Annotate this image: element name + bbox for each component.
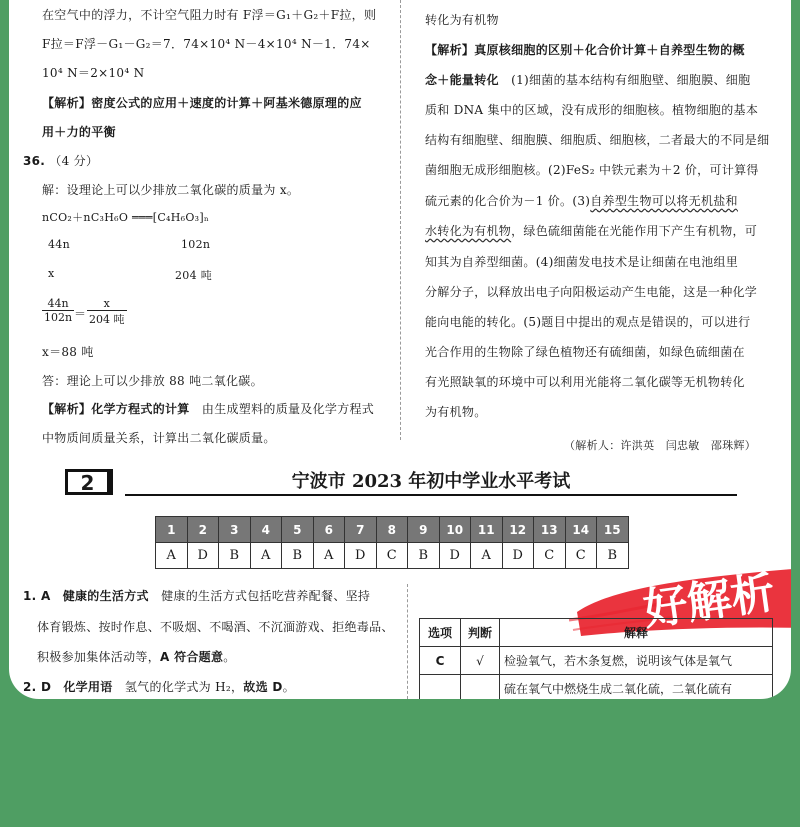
answer-letter-row [156,543,629,569]
text-span: 积极参加集体活动等， [37,650,161,664]
answer-number-cell: 14 [565,517,597,543]
analysis-block [42,94,362,111]
text-line: 为有机物。 [425,405,487,419]
question-1 [23,587,370,604]
cell-explanation: 检验氧气，若木条复燃，说明该气体是氧气 [500,647,773,675]
table-row [420,647,773,675]
section-header [65,469,737,497]
equals-sign: ＝ [74,307,87,321]
answer-letter-cell: D [502,543,534,569]
solution-intro: 解：设理论上可以少排放二氧化碳的质量为 x。 [42,183,300,197]
analysis-topic: 密度公式的应用＋速度的计算＋阿基米德原理的应 [91,96,362,110]
conclusion: A 符合题意 [160,650,224,664]
answer-number-cell: 7 [345,517,377,543]
section-title: 宁波市 2023 年初中学业水平考试 [291,471,571,492]
text-line: 菌细胞无成形细胞核。(2)FeS₂ 中铁元素为＋2 价，可计算得 [425,163,759,177]
answer-number-cell: 3 [219,517,251,543]
header-explanation: 解释 [500,619,773,647]
answer-number-cell: 15 [597,517,629,543]
text-line: 质和 DNA 集中的区域，没有成形的细胞核。植物细胞的基本 [425,103,759,117]
analyst-credit: （解析人：许洪英 闫忠敏 邵珠辉） [564,439,757,452]
analysis-tag: 【解析】 [42,96,92,110]
text-line: 在空气中的浮力，不计空气阻力时有 F浮＝G₁＋G₂＋F拉，则 [42,8,377,22]
text-line: 能向电能的转化。(5)题目中提出的观点是错误的，可以进行 [425,315,751,329]
judgement-table [419,618,773,699]
cell-explanation: 硫在氧气中燃烧生成二氧化硫，二氧化硫有 [500,675,773,700]
cell-option: C [420,647,461,675]
answer-letter-cell: A [471,543,503,569]
answer-letter-cell: C [534,543,566,569]
answer-letter-cell: D [439,543,471,569]
answer-letter-cell: A [156,543,188,569]
answer-number-cell: 4 [250,517,282,543]
cell-option [420,675,461,700]
cell-judgement [461,675,500,700]
answer-number-cell: 5 [282,517,314,543]
question-36-header [23,152,98,169]
cell-judgement: √ [461,647,500,675]
text-line [425,71,750,88]
text-line [425,222,757,239]
answer-line: 答：理论上可以少排放 88 吨二氧化碳。 [42,374,263,388]
question-topic: 化学用语 [63,680,113,694]
text-line: F拉＝F浮－G₁－G₂＝7．74×10⁴ N－4×10⁴ N－1．74× [42,37,371,51]
text-line: 结构有细胞壁、细胞膜、细胞质、细胞核，二者最大的不同是细 [425,133,770,147]
answer-number-cell: 13 [534,517,566,543]
answer-letter-cell: B [597,543,629,569]
header-option: 选项 [420,619,461,647]
answer-number-cell: 11 [471,517,503,543]
numerator: x [87,297,127,311]
text-line [37,648,236,665]
analysis-tag: 【解析】 [425,43,475,57]
question-2 [23,678,295,695]
text-span: ，绿色硫细菌能在光能作用下产生有机物，可 [511,224,758,238]
answer-number-cell: 9 [408,517,440,543]
ratio-value: 102n [181,238,211,251]
text-line: 分解分子，以释放出电子向阳极运动产生电能，这是一种化学 [425,285,758,299]
analysis-topic-cont: 用＋力的平衡 [42,125,116,139]
answer-letter-cell: B [282,543,314,569]
conclusion: 故选 D [243,680,283,694]
analysis-tag: 【解析】 [42,402,92,416]
ratio-value: 44n [48,238,70,251]
text-span: 。 [223,650,236,664]
answer-number-cell: 1 [156,517,188,543]
underlined-text: 自养型生物可以将无机盐和 [590,194,738,208]
answer-letter-cell: D [345,543,377,569]
answer-number-cell: 6 [313,517,345,543]
question-label: 1. A [23,589,51,603]
ratio-value: 204 吨 [175,269,212,282]
question-topic: 健康的生活方式 [62,589,149,603]
text-line: 光合作用的生物除了绿色植物还有硫细菌，如绿色硫细菌在 [425,345,745,359]
answer-key-table [155,516,629,569]
denominator: 102n [44,311,73,324]
table-row [420,675,773,700]
answer-number-cell: 10 [439,517,471,543]
result-line: x＝88 吨 [42,345,94,359]
text-line: 知其为自养型细菌。(4)细菌发电技术是让细菌在电池组里 [425,255,739,269]
text-line: 10⁴ N＝2×10⁴ N [42,66,145,80]
analysis-block [42,400,374,417]
stamp-text: 好解析 [640,567,779,636]
table-header-row [420,619,773,647]
question-label: 2. D [23,680,52,694]
answer-number-row [156,517,629,543]
chemical-equation: nCO₂＋nC₃H₆O ═══[C₄H₆O₃]ₙ [42,211,210,224]
answer-letter-cell: B [219,543,251,569]
answer-letter-cell: B [408,543,440,569]
text-line: 有光照缺氧的环境中可以利用光能将二氧化碳等无机物转化 [425,375,745,389]
analysis-topic-cont: 念＋能量转化 [425,73,499,87]
text-span: 。 [282,680,295,694]
text-line: 体育锻炼、按时作息、不吸烟、不喝酒、不沉湎游戏、拒绝毒品、 [37,620,394,634]
answer-number-cell: 8 [376,517,408,543]
column-divider [400,0,401,440]
text-span: 硫元素的化合价为－1 价。(3) [425,194,591,208]
text-line: 转化为有机物 [425,13,499,27]
answer-letter-cell: C [376,543,408,569]
fraction-left [42,297,74,324]
question-text: 氢气的化学式为 H₂， [112,680,244,694]
analysis-topic: 化学方程式的计算 [91,402,190,416]
column-divider [407,584,408,699]
question-text: 健康的生活方式包括吃营养配餐、坚持 [148,589,371,603]
fraction-right [87,297,127,327]
question-number: 36. [23,154,46,168]
analysis-text-cont: 中物质间质量关系，计算出二氧化碳质量。 [42,431,276,445]
document-page [9,0,791,699]
section-number: 2 [65,469,113,495]
denominator: 204 吨 [89,313,125,326]
answer-letter-cell: C [565,543,597,569]
answer-letter-cell: A [250,543,282,569]
analysis-topic: 真原核细胞的区别＋化合价计算＋自养型生物的概 [474,43,745,57]
answer-letter-cell: A [313,543,345,569]
question-points: （4 分） [49,154,99,168]
ratio-value: x [48,267,55,280]
answer-number-cell: 2 [187,517,219,543]
analysis-text: 由生成塑料的质量及化学方程式 [189,402,375,416]
header-judgement: 判断 [461,619,500,647]
analysis-text: (1)细菌的基本结构有细胞壁、细胞膜、细胞 [498,73,751,87]
answer-number-cell: 12 [502,517,534,543]
underlined-text: 水转化为有机物 [425,224,512,238]
text-line [425,192,738,209]
answer-letter-cell: D [187,543,219,569]
numerator: 44n [42,297,74,311]
section-rule [125,494,737,496]
analysis-block [425,41,745,58]
